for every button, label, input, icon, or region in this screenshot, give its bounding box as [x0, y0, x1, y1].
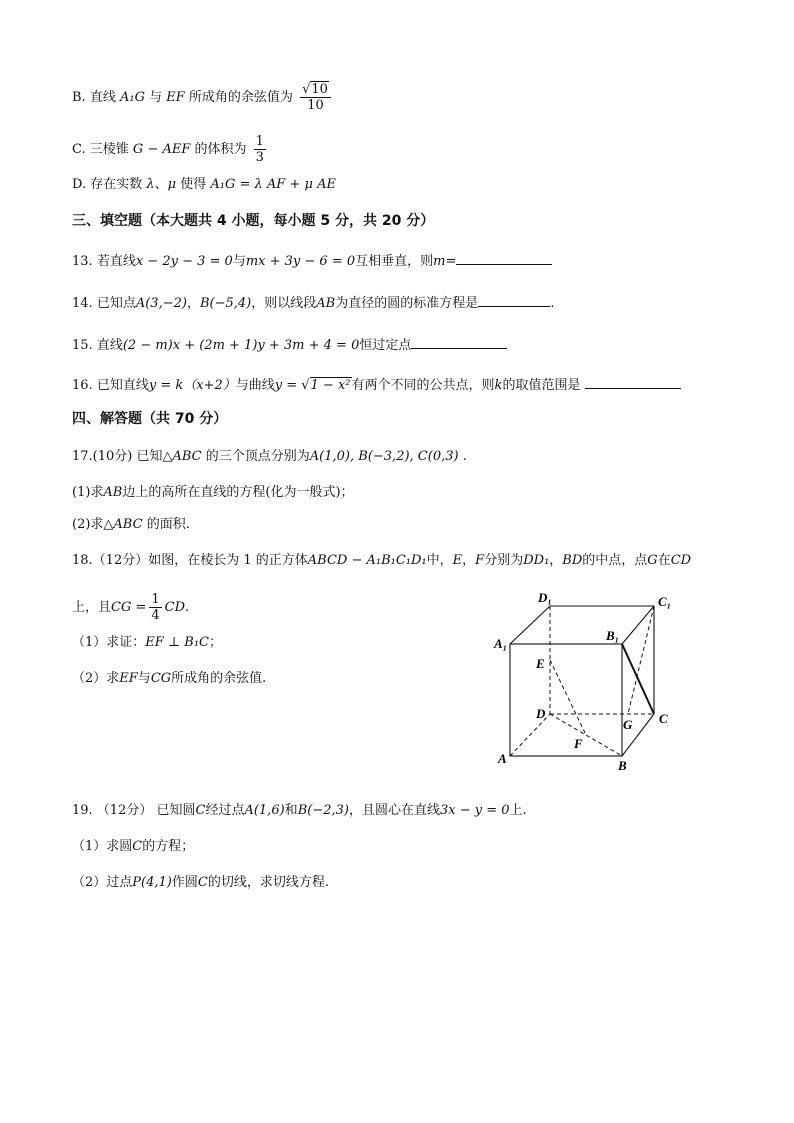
option-b-expr: EF: [166, 90, 185, 105]
option-d-label: D.: [72, 177, 87, 192]
question-expr: G: [647, 553, 658, 568]
question-number: 16.: [72, 378, 93, 393]
question-text: 有两个不同的公共点，则: [351, 378, 495, 393]
question-text: 的面积.: [146, 517, 190, 532]
question-expr: C: [132, 839, 143, 854]
question-18: [72, 552, 691, 570]
option-d: [72, 176, 336, 194]
question-text: .: [185, 600, 190, 615]
question-expr: AB: [316, 296, 336, 311]
question-expr: m=: [433, 254, 457, 269]
option-c-expr: G − AEF: [132, 142, 191, 157]
question-text: 上，且: [72, 600, 112, 615]
question-expr: E: [452, 553, 463, 568]
question-16: 16. 已知直线y = k（x+2）与曲线y = √1 − x²有两个不同的公共点，则k的取值范围是: [72, 374, 681, 395]
question-expr: CG =: [111, 600, 147, 615]
option-b-text: 与: [149, 90, 163, 105]
option-b-text: 直线: [89, 90, 116, 105]
question-text: 的取值范围是: [502, 378, 581, 393]
question-expr: y =: [274, 378, 302, 393]
section-3-heading: 三、填空题（本大题共 4 小题，每小题 5 分，共 20 分）: [72, 213, 435, 229]
question-expr: △ABC: [162, 449, 202, 464]
question-text: 经过点: [205, 803, 245, 818]
option-c-text: 的体积为: [194, 142, 247, 157]
question-text: 分别为: [484, 553, 524, 568]
fraction-numerator: 1: [151, 592, 160, 607]
question-19-part-2: [72, 874, 329, 892]
fraction-numerator: 10: [311, 82, 328, 97]
question-expr: CD: [164, 600, 186, 615]
question-text: 在: [657, 553, 671, 568]
question-text: 和: [284, 803, 298, 818]
question-text: （1）求圆: [72, 839, 133, 854]
question-19-part-1: [72, 838, 194, 856]
question-text: .: [550, 296, 555, 311]
option-d-vector-expr: A₁G = λ AF + μ AE: [210, 177, 336, 192]
label-d1: D₁: [538, 590, 552, 605]
question-expr: EF ⊥ B₁C: [145, 635, 209, 650]
question-expr: A(1,6): [244, 803, 285, 818]
question-18-part-1: [72, 634, 222, 652]
option-c-text: 三棱锥: [89, 142, 129, 157]
fraction-numerator: 1: [255, 134, 264, 149]
option-c-fraction: [254, 134, 266, 165]
edge-a1d1: [510, 606, 550, 644]
question-expr: DD₁: [523, 553, 550, 568]
option-b-fraction: $\frac{√10}{10}$: [300, 82, 331, 113]
question-text: (2)求: [72, 517, 104, 532]
question-text: ，: [462, 553, 476, 568]
option-d-expr: μ: [167, 177, 177, 192]
question-text: ；: [209, 635, 223, 650]
question-text: 互相垂直，则: [355, 254, 434, 269]
question-text: 与: [137, 671, 151, 686]
question-text: 为直径的圆的标准方程是: [335, 296, 479, 311]
cube-figure: [492, 588, 692, 770]
answer-blank[interactable]: [585, 374, 681, 389]
question-text: 的切线，求切线方程.: [207, 875, 329, 890]
question-number: 14.: [72, 296, 93, 311]
question-text: 19. （12分） 已知圆: [72, 803, 196, 818]
option-b-expr: A₁G: [119, 90, 145, 105]
question-text: 边上的高所在直线的方程(化为一般式)；: [122, 485, 354, 500]
question-text: 的中点，点: [582, 553, 648, 568]
question-text: ，: [186, 296, 200, 311]
option-d-expr: λ: [146, 177, 155, 192]
question-text: 的方程；: [142, 839, 195, 854]
question-18-part-2: [72, 670, 266, 688]
option-d-text: 存在实数: [90, 177, 143, 192]
question-expr: AB: [103, 485, 123, 500]
question-17: [72, 448, 467, 466]
question-expr: C: [197, 875, 208, 890]
question-text: (1)求: [72, 485, 104, 500]
question-text: 与曲线: [235, 378, 275, 393]
answer-blank[interactable]: [411, 334, 507, 349]
option-c: [72, 134, 269, 165]
option-d-text: 使得: [180, 177, 207, 192]
segment-ef-hidden: [550, 660, 586, 735]
question-number: 15.: [72, 338, 93, 353]
label-d: D: [536, 706, 546, 721]
option-d-text: 、: [154, 177, 168, 192]
question-text: 恒过定点: [359, 338, 412, 353]
question-text: 18.（12分）如图，在棱长为 1 的正方体: [72, 553, 308, 568]
fraction-denominator: 3: [255, 150, 264, 165]
question-text: （1）求证：: [72, 635, 146, 650]
label-a: A: [498, 751, 507, 766]
question-19: [72, 802, 527, 820]
question-text: 17.(10分) 已知: [72, 449, 163, 464]
label-e: E: [536, 656, 545, 671]
question-expr: A(3,−2): [135, 296, 187, 311]
label-c1: C₁: [658, 594, 672, 609]
fraction-denominator: 10: [307, 98, 324, 113]
question-expr: A(1,0), B(−3,2), C(0,3): [309, 449, 459, 464]
question-text: ，则以线段: [251, 296, 317, 311]
question-expr: CG: [150, 671, 172, 686]
label-g: G: [623, 717, 633, 732]
question-text: 若直线: [96, 254, 136, 269]
option-b: [72, 82, 334, 113]
question-text: 已知点: [96, 296, 136, 311]
question-expr: 3x − y = 0: [439, 803, 510, 818]
question-text: ，: [549, 553, 563, 568]
label-a1: A₁: [494, 636, 508, 651]
question-expr: BD: [562, 553, 583, 568]
question-text: 直线: [96, 338, 123, 353]
question-expr: (2 − m)x + (2m + 1)y + 3m + 4 = 0: [122, 338, 360, 353]
question-text: ，且圆心在直线: [348, 803, 440, 818]
question-text: 所成角的余弦值.: [171, 671, 267, 686]
edge-b1c1: [622, 606, 654, 644]
label-b1: B₁: [606, 628, 620, 643]
question-15: [72, 334, 507, 355]
question-text: 已知直线: [96, 378, 149, 393]
question-17-part-1: [72, 484, 354, 502]
option-c-label: C.: [72, 142, 86, 157]
label-c: C: [659, 711, 668, 726]
question-14: [72, 292, 554, 313]
question-expr: mx + 3y − 6 = 0: [245, 254, 356, 269]
question-18-line-2: [72, 592, 189, 623]
question-number: 13.: [72, 254, 93, 269]
question-text: 上.: [509, 803, 527, 818]
question-13: [72, 250, 552, 271]
segment-b1c: [622, 644, 654, 714]
question-17-part-2: [72, 516, 190, 534]
question-expr: C: [195, 803, 206, 818]
question-text: （2）求: [72, 671, 120, 686]
question-expr: y = k（x+2）: [148, 378, 236, 393]
question-expr: ABCD − A₁B₁C₁D₁: [307, 553, 427, 568]
question-expr: B(−5,4): [199, 296, 252, 311]
section-4-heading: 四、解答题（共 70 分）: [72, 411, 228, 427]
question-text: （2）过点: [72, 875, 133, 890]
question-expr: x − 2y − 3 = 0: [135, 254, 233, 269]
question-expr: EF: [119, 671, 138, 686]
question-text: 的三个顶点分别为: [205, 449, 310, 464]
question-expr: k: [494, 378, 503, 393]
label-b: B: [618, 758, 627, 770]
option-b-text: 所成角的余弦值为: [188, 90, 293, 105]
question-expr: 1 − x²: [310, 378, 351, 393]
answer-blank[interactable]: [456, 250, 552, 265]
question-expr: F: [475, 553, 485, 568]
label-f: F: [574, 736, 583, 751]
question-expr: P(4,1): [132, 875, 172, 890]
question-text: .: [462, 449, 467, 464]
fraction-denominator: 4: [151, 608, 160, 623]
question-expr: △ABC: [103, 517, 143, 532]
answer-blank[interactable]: [478, 292, 550, 307]
question-18-fraction: [149, 592, 161, 623]
question-text: 作圆: [171, 875, 198, 890]
question-expr: B(−2,3): [297, 803, 349, 818]
question-text: 与: [232, 254, 246, 269]
question-text: 中，: [426, 553, 453, 568]
question-expr: CD: [670, 553, 692, 568]
front-face: [510, 644, 622, 756]
option-b-label: B.: [72, 90, 86, 105]
